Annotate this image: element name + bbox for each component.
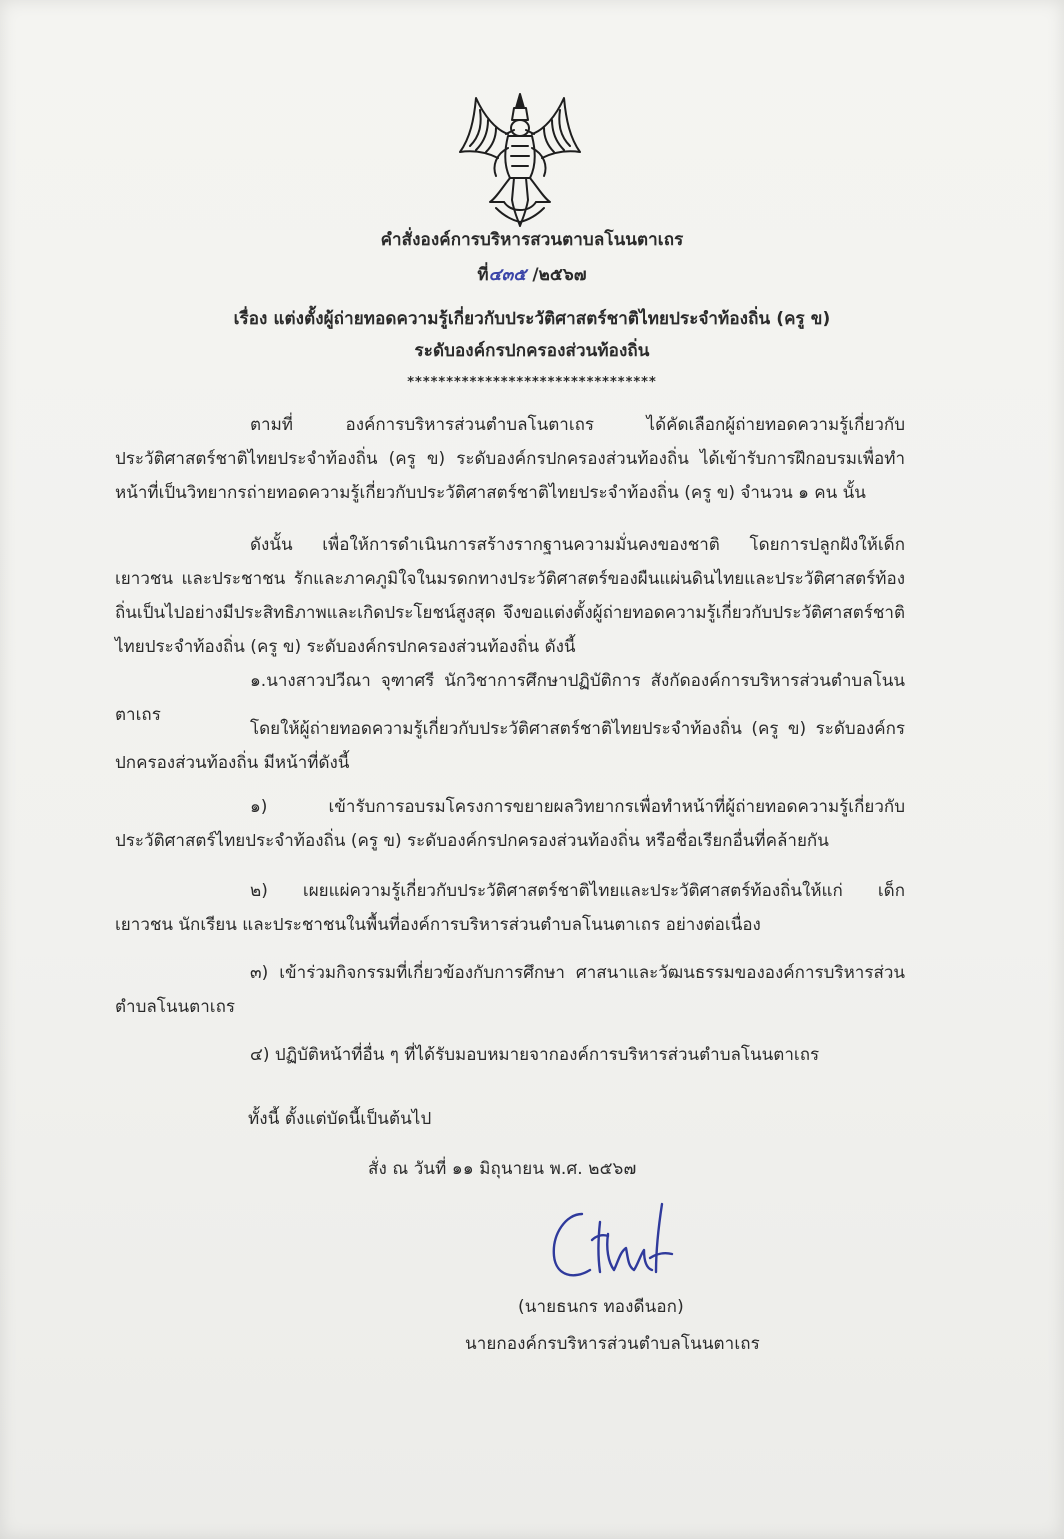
- appointed-person: ๑.นางสาวปวีณา จุฑาศรี นักวิชาการศึกษาปฏิบัติการ สังกัดองค์การบริหารส่วนตำบลโนนตาเถร: [115, 671, 905, 725]
- paragraph-background: ตามที่ องค์การบริหารส่วนตำบลโนตาเถร ได้คัดเลือกผู้ถ่ายทอดความรู้เกี่ยวกับประวัติศาสตร์ชาติไทยประจำท้องถิ่น (ครู ข) ระดับองค์กรปกครองส่วนท้องถิ่น ได้เข้ารับการฝึกอบรมเพื่อทำหน้าที่เป็นวิทยากรถ่ายทอดความรู้เกี่ยวกับประวัติศาสตร์ชาติไทยประจำท้องถิ่น (ครู ข) จำนวน ๑ คน นั้น: [115, 415, 905, 503]
- order-title: คำสั่งองค์การบริหารสวนตาบลโนนตาเถร: [380, 230, 684, 250]
- paragraph-purpose: ดังนั้น เพื่อให้การดำเนินการสร้างรากฐานความมั่นคงของชาติ โดยการปลูกฝังให้เด็ก เยาวชน และประชาชน รักและภาคภูมิใจในมรดกทางประวัติศาสตร์ของผืนแผ่นดินไทยและประวัติศาสตร์ท้องถิ่นเป็นไปอย่างมีประสิทธิภาพและเกิดประโยชน์สูงสุด จึงขอแต่งตั้งผู้ถ่ายทอดความรู้เกี่ยวกับประวัติศาสตร์ชาติไทยประจำท้องถิ่น (ครู ข) ระดับองค์กรปกครองส่วนท้องถิ่น ดังนี้: [115, 535, 905, 657]
- order-number-handwritten: ๔๓๕: [488, 265, 527, 285]
- separator: ********************************: [407, 375, 657, 390]
- duty-item-4: ๔) ปฏิบัติหน้าที่อื่น ๆ ที่ได้รับมอบหมายจากองค์การบริหารส่วนตำบลโนนตาเถร: [250, 1045, 820, 1065]
- duties-intro: โดยให้ผู้ถ่ายทอดความรู้เกี่ยวกับประวัติศาสตร์ชาติไทยประจำท้องถิ่น (ครู ข) ระดับองค์กรปกครองส่วนท้องถิ่น มีหน้าที่ดังนี้: [115, 719, 905, 773]
- duty-item-3: ๓) เข้าร่วมกิจกรรมที่เกี่ยวข้องกับการศึกษา ศาสนาและวัฒนธรรมขององค์การบริหารส่วนตำบลโนนตาเถร: [115, 963, 905, 1017]
- garuda-emblem-icon: [456, 90, 584, 230]
- order-date: สั่ง ณ วันที่ ๑๑ มิถุนายน พ.ศ. ๒๕๖๗: [368, 1159, 637, 1179]
- duty-item-1: ๑) เข้ารับการอบรมโครงการขยายผลวิทยากรเพื่อทำหน้าที่ผู้ถ่ายทอดความรู้เกี่ยวกับประวัติศาสตร์ไทยประจำท้องถิ่น (ครู ข) ระดับองค์กรปกครองส่วนท้องถิ่น หรือชื่อเรียกอื่นที่คล้ายกัน: [115, 797, 905, 851]
- signer-title: นายกองค์กรบริหารส่วนตำบลโนนตาเถร: [465, 1334, 760, 1354]
- order-number: [0, 264, 1064, 286]
- handwritten-signature: [540, 1200, 690, 1290]
- subject-line-1: เรื่อง แต่งตั้งผู้ถ่ายทอดความรู้เกี่ยวกับประวัติศาสตร์ชาติไทยประจำท้องถิ่น (ครู ข): [233, 309, 831, 329]
- order-number-prefix: ที่: [477, 265, 489, 285]
- order-number-suffix: /๒๕๖๗: [532, 265, 587, 285]
- duty-item-2: ๒) เผยแผ่ความรู้เกี่ยวกับประวัติศาสตร์ชาติไทยและประวัติศาสตร์ท้องถิ่นให้แก่ เด็ก เยาวชน นักเรียน และประชาชนในพื้นที่องค์การบริหารส่วนตำบลโนนตาเถร อย่างต่อเนื่อง: [115, 881, 905, 935]
- signer-name: (นายธนกร ทองดีนอก): [518, 1297, 684, 1317]
- effective-statement: ทั้งนี้ ตั้งแต่บัดนี้เป็นต้นไป: [248, 1109, 432, 1129]
- subject-line-2: ระดับองค์กรปกครองส่วนท้องถิ่น: [414, 341, 650, 361]
